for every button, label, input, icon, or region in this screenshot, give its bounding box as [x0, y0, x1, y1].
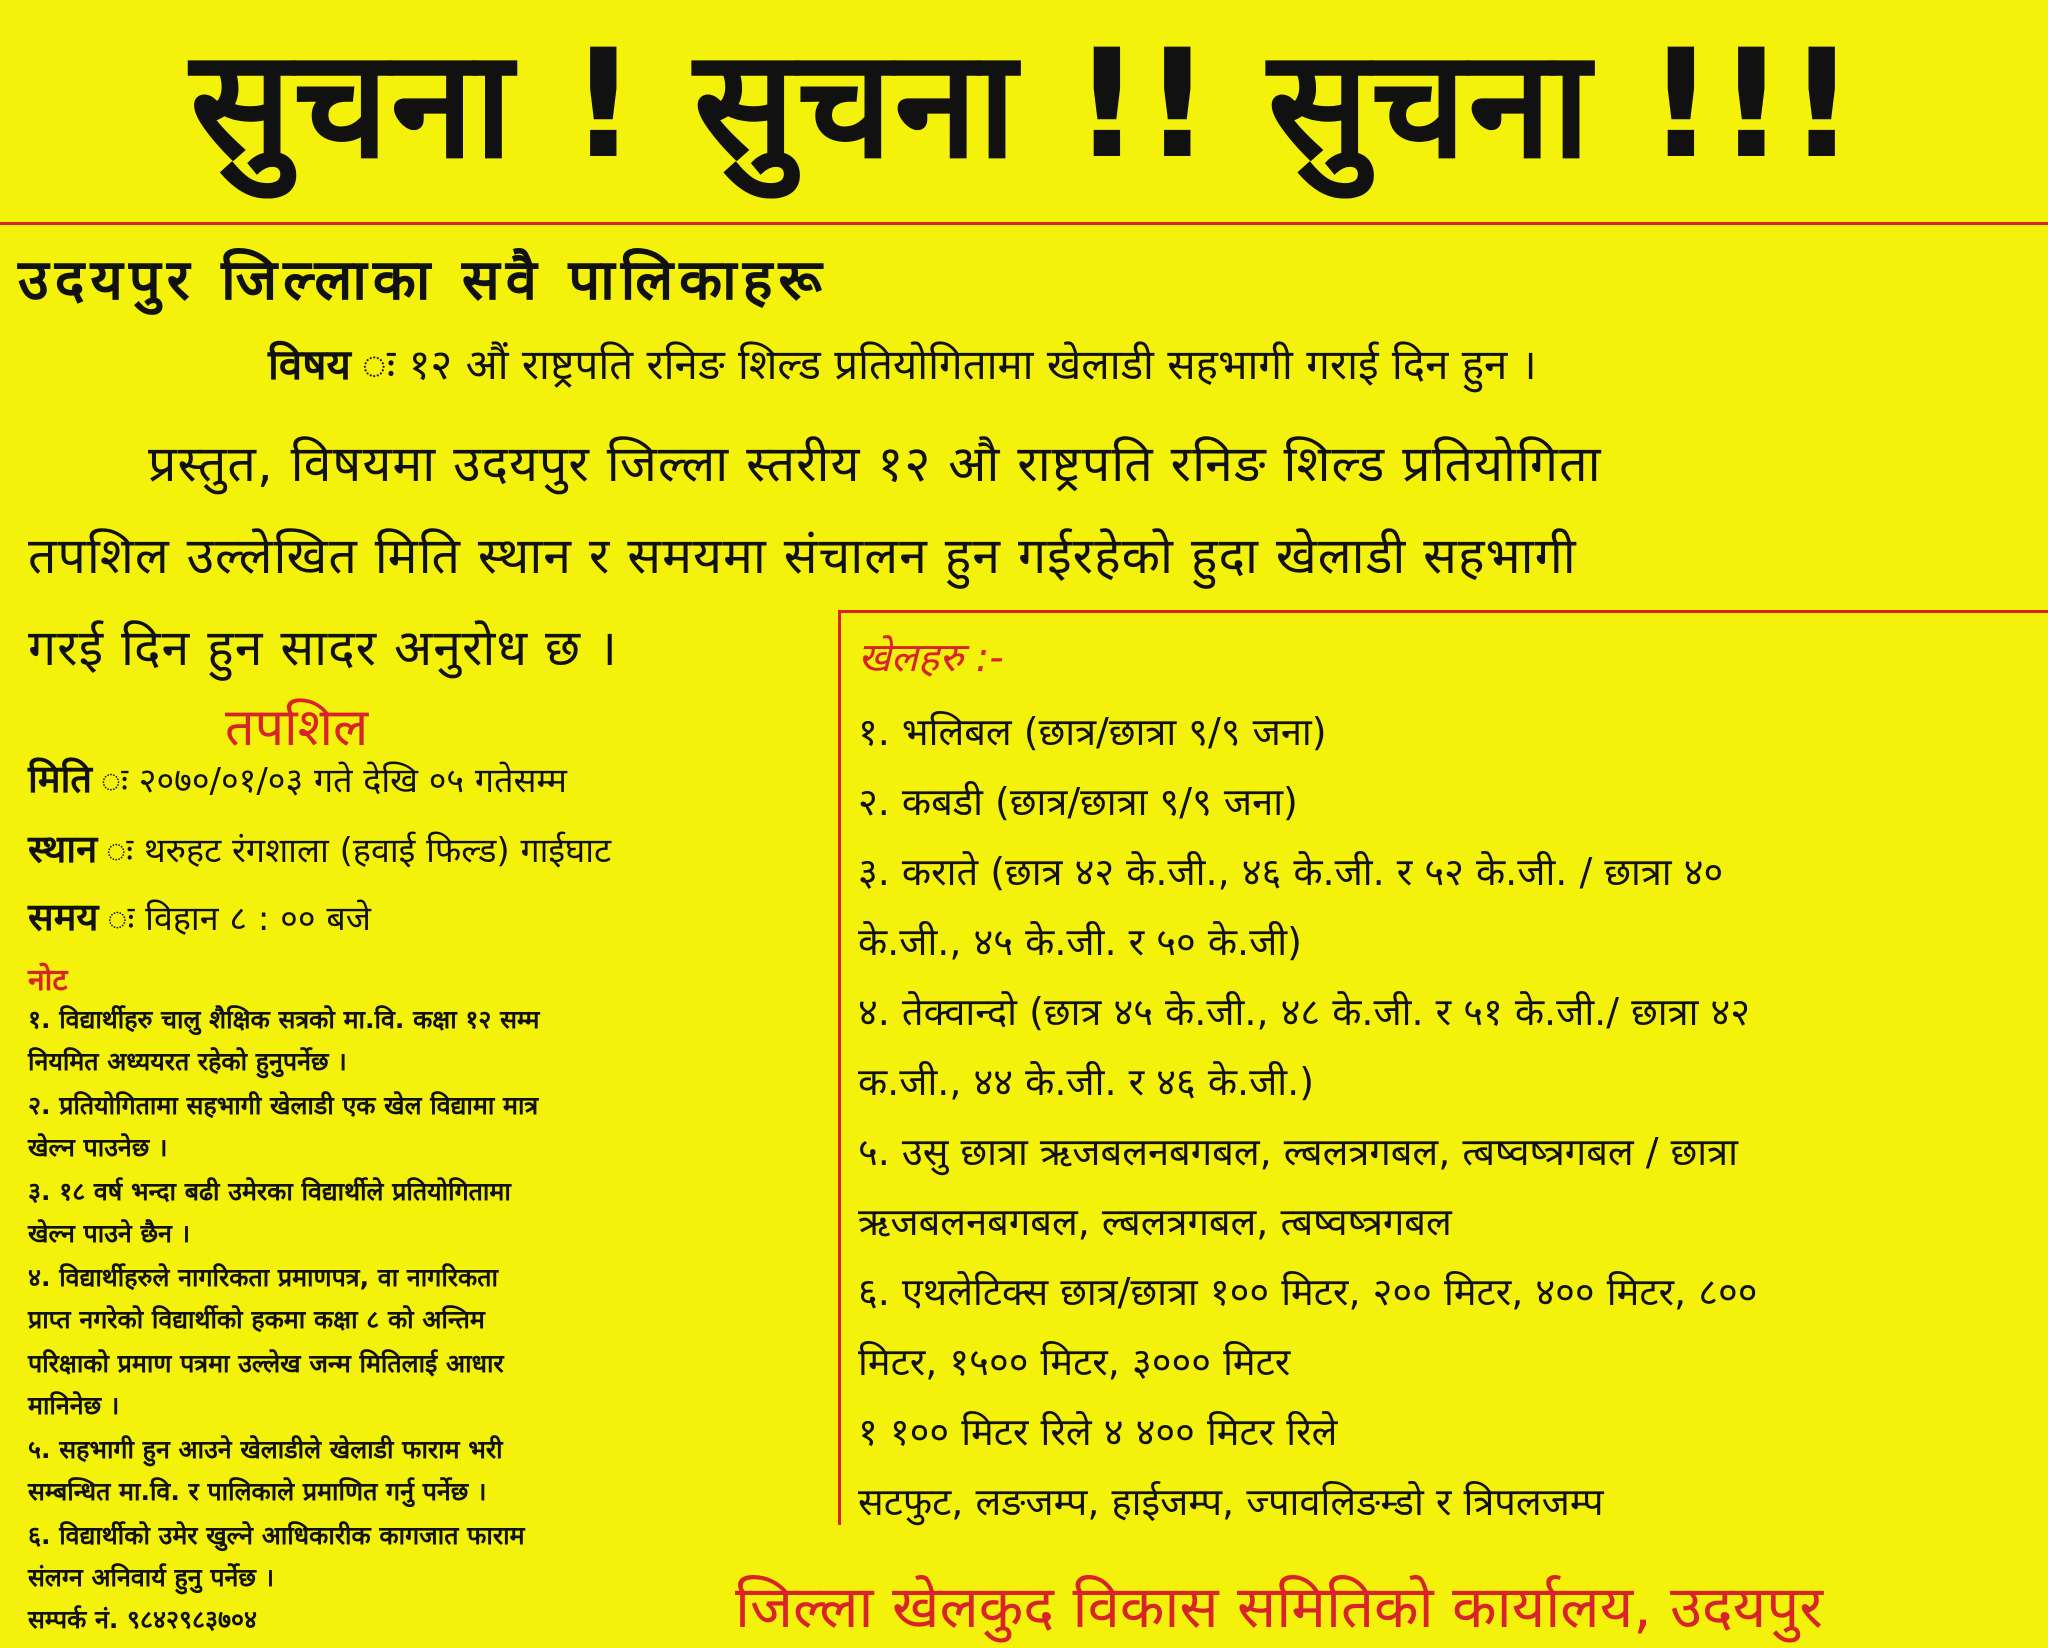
body-line: तपशिल उल्लेखित मिति स्थान र समयमा संचालन हुन गईरहेको हुदा खेलाडी सहभागी [28, 527, 1577, 585]
detail-value: ः २०७०/०१/०३ गते देखि ०५ गतेसम्म [92, 761, 567, 801]
note-line: १. विद्यार्थीहरु चालु शैक्षिक सत्रको मा.वि. कक्षा १२ सम्म [28, 1005, 540, 1034]
detail-label: समय [28, 895, 99, 939]
details-heading: तपशिल [225, 698, 369, 758]
notice-headline: सुचना ! सुचना !! सुचना !!! [190, 18, 1858, 192]
game-line: के.जी., ४५ के.जी. र ५० के.जी) [858, 920, 1302, 964]
game-line: ६. एथलेटिक्स छात्र/छात्रा १०० मिटर, २०० मिटर, ४०० मिटर, ८०० [858, 1270, 1758, 1314]
divider-top [0, 222, 2048, 225]
addressee: उदयपुर जिल्लाका सवै पालिकाहरू [18, 248, 828, 313]
game-line: ऋजबलनबगबल, ल्बलत्रगबल, त्बष्वष्त्रगबल [858, 1200, 1452, 1244]
game-line: १ १०० मिटर रिले ४ ४०० मिटर रिले [858, 1410, 1338, 1454]
game-line: ५. उसु छात्रा ऋजबलनबगबल, ल्बलत्रगबल, त्बष्वष्त्रगबल / छात्रा [858, 1130, 1738, 1174]
game-line: सटफुट, लङजम्प, हाईजम्प, ज्पावलिङम्डो र त्रिपलजम्प [858, 1480, 1604, 1524]
game-line: १. भलिबल (छात्र/छात्रा ९/९ जना) [858, 710, 1327, 754]
detail-value: ः विहान ८ : ०० बजे [98, 899, 371, 939]
detail-time [28, 890, 371, 942]
game-line: ४. तेक्वान्दो (छात्र ४५ के.जी., ४८ के.जी. र ५१ के.जी./ छात्रा ४२ [858, 990, 1751, 1034]
game-line: ३. कराते (छात्र ४२ के.जी., ४६ के.जी. र ५२ के.जी. / छात्रा ४० [858, 850, 1724, 894]
subject-label: विषय [268, 340, 351, 389]
note-heading: नोट [28, 963, 68, 998]
subject-text: ः १२ औं राष्ट्रपति रनिङ शिल्ड प्रतियोगितामा खेलाडी सहभागी गराई दिन हुन । [350, 340, 1537, 389]
detail-date [28, 752, 567, 804]
note-line: सम्बन्धित मा.वि. र पालिकाले प्रमाणित गर्नु पर्नेछ । [28, 1477, 487, 1506]
note-line: मानिनेछ । [28, 1391, 120, 1420]
body-line: गरई दिन हुन सादर अनुरोध छ । [28, 619, 618, 677]
note-line: २. प्रतियोगितामा सहभागी खेलाडी एक खेल विद्यामा मात्र [28, 1091, 539, 1120]
note-line: खेल्न पाउने छैन । [28, 1219, 191, 1248]
game-line: क.जी., ४४ के.जी. र ४६ के.जी.) [858, 1060, 1315, 1104]
footer-office-name: जिल्ला खेलकुद विकास समितिको कार्यालय, उदयपुर [735, 1573, 1823, 1641]
game-line: २. कबडी (छात्र/छात्रा ९/९ जना) [858, 780, 1298, 824]
note-line: प्राप्त नगरेको विद्यार्थीको हकमा कक्षा ८ को अन्तिम [28, 1305, 485, 1334]
note-line: ६. विद्यार्थीको उमेर खुल्ने आधिकारीक कागजात फाराम [28, 1521, 525, 1550]
detail-value: ः थरुहट रंगशाला (हवाई फिल्ड) गाईघाट [97, 831, 612, 871]
note-line: परिक्षाको प्रमाण पत्रमा उल्लेख जन्म मितिलाई आधार [28, 1349, 504, 1378]
subject-line [268, 335, 1537, 392]
detail-venue [28, 822, 611, 874]
note-line: ३. १८ वर्ष भन्दा बढी उमेरका विद्यार्थीले प्रतियोगितामा [28, 1177, 511, 1206]
body-line: प्रस्तुत, विषयमा उदयपुर जिल्ला स्तरीय १२ औ राष्ट्रपति रनिङ शिल्ड प्रतियोगिता [148, 435, 1602, 493]
note-line: खेल्न पाउनेछ । [28, 1133, 168, 1162]
contact-number: सम्पर्क नं. ९८४२९८३७०४ [28, 1605, 258, 1634]
detail-label: स्थान [28, 827, 98, 871]
note-line: संलग्न अनिवार्य हुनु पर्नेछ । [28, 1563, 275, 1592]
detail-label: मिति [28, 757, 93, 801]
game-line: मिटर, १५०० मिटर, ३००० मिटर [858, 1340, 1291, 1384]
note-line: ५. सहभागी हुन आउने खेलाडीले खेलाडी फाराम भरी [28, 1435, 503, 1464]
games-heading: खेलहरु :- [858, 635, 1004, 681]
note-line: ४. विद्यार्थीहरुले नागरिकता प्रमाणपत्र, वा नागरिकता [28, 1263, 498, 1292]
note-line: नियमित अध्ययरत रहेको हुनुपर्नेछ । [28, 1047, 347, 1076]
